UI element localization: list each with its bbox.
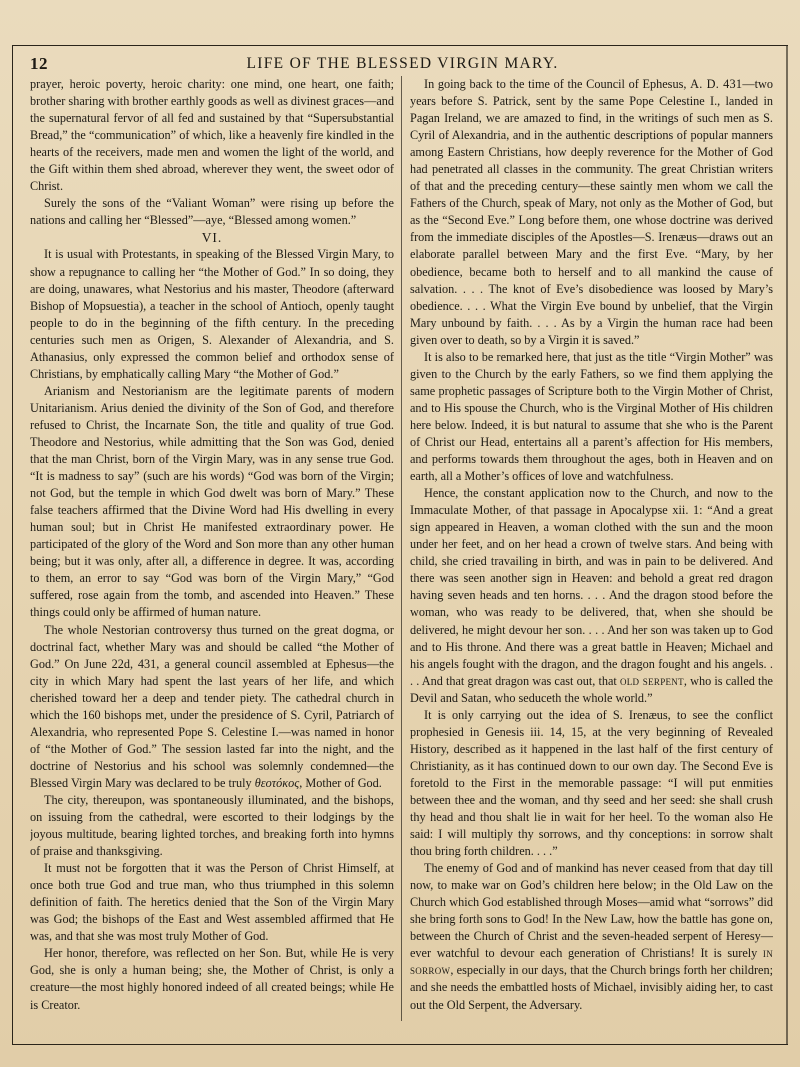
- running-title: LIFE OF THE BLESSED VIRGIN MARY.: [246, 55, 559, 72]
- small-caps-phrase: old serpent: [619, 673, 684, 688]
- paragraph: It must not be forgotten that it was the Person of Christ Himself, at once both true God and true man, who thus triumphed in this solemn definition of faith. The heretics denied that the Son of the Virgin Mary was God; the bishops of the East and West assembled affirmed that He was, and that she was most truly Mother of God.: [30, 861, 394, 944]
- paragraph-text: Hence, the constant application now to the Church, and now to the Immaculate Mother, of that passage in Apocalypse xii. 1: “And a great sign appeared in Heaven, a woman clothed with the sun and the moon under her feet, and on her head a crown of twelve stars. And being with child, she cried travailing in birth, and was in pain to be delivered. And there was seen another sign in Heaven: and behold a great red dragon having seven heads and ten horns. . . . And the dragon stood before the woman, who was ready to be delivered, that, when she should be delivered, he might devour her son. . . . And her son was taken up to God and to His throne. And there was a great battle in Heaven; Michael and his angels fought with the dragon, and the dragon fought and his angels. . . . And that great dragon was cast out, that: [410, 486, 773, 688]
- paragraph: prayer, heroic poverty, heroic charity: one mind, one heart, one faith; brother sharing with brother earthly goods as well as divinest graces—and the supernatural fervor of all fed and sustained by that “Supersubstantial Bread,” the “communication” of which, like a heavenly fire kindled in the hearts of the receivers, made men and women the light of the world, and the Gift within them shed abroad, wherever they went, the sweet odor of Christ.: [30, 77, 394, 194]
- page-number: 12: [30, 54, 48, 73]
- left-column: [30, 76, 394, 1026]
- paragraph: Arianism and Nestorianism are the legitimate parents of modern Unitarianism. Arius denied the divinity of the Son of God, and therefore refused to Christ, the Incarnate Son, the title and quality of true God. Theodore and Nestorius, while admitting that the Son was God, denied that the man Christ, born of the Virgin Mary, was in any sense true God. “It is madness to say” (such are his words) “God was born of the Virgin; not God, but the temple in which God dwelt was born of Mary.” These false teachers affirmed that the Divine Word had His dwelling in every human soul; but in Christ He manifested extraordinary power. He participated of the glory of the Word and Son more than any other human being; but it was only, after all, a difference in degree. It was, according to them, an error to say “God was born of the Virgin Mary,” “God suffered, rose again from the tomb, and ascended into Heaven.” These things could only be affirmed of human nature.: [30, 383, 394, 620]
- paragraph: [410, 485, 773, 707]
- paragraph-text: —two years before S. Patrick, sent by the same Pope Celestine I., landed in Pagan Ireland, we are amazed to find, in the writings of such men as S. Cyril of Alexandria, and in the authentic descriptions of popular manners among Eastern Christians, how deeply reverence for the Mother of God had penetrated all classes in the community. The great Christian writers of that and the preceding century—these saintly men whom we call the Fathers of the Church, speak of Mary, not only as the Mother of God, but as the “Second Eve.” Long before them, one whose doctrine was derived from the immediate disciples of the Apostles—S. Irenæus—draws out an elaborate parallel between Mary and the first Eve. “Mary, by her obedience, became both to herself and to all mankind the cause of salvation. . . . The knot of Eve’s disobedience was loosed by Mary’s obedience. . . . What the Virgin Eve bound by unbelief, that the Virgin Mary unbound by faith. . . . As by a Virgin the human race had been given over to death, so by a Virgin it is saved.”: [410, 77, 773, 347]
- paragraph: It is usual with Protestants, in speaking of the Blessed Virgin Mary, to show a repugnance to calling her “the Mother of God.” In so doing, they are doing, unawares, what Nestorius and his master, Theodore (afterward Bishop of Mopsuestia), a teacher in the school of Antioch, openly taught people to do in the beginning of the fifth century. In the preceding centuries such men as Origen, S. Alexander of Alexandria, and S. Athanasius, only expressed the common belief and orthodox sense of Christians, by emphatically calling Mary “the Mother of God.”: [30, 247, 394, 381]
- date-small-caps: A. D. 431: [690, 77, 743, 91]
- paragraph: The city, thereupon, was spontaneously illuminated, and the bishops, on issuing from the cathedral, were escorted to their lodgings by the joyous multitude, bearing lighted torches, and breaking forth into hymns of praise and thanksgiving.: [30, 792, 394, 859]
- paragraph: It is only carrying out the idea of S. Irenæus, to see the conflict prophesied in Genesis iii. 14, 15, at the very beginning of Revealed History, described as it happened in the last half of the first century of Christianity, as it has continued down to our own day. The Second Eve is foretold to the First in the memorable passage: “I will put enmities between thee and the woman, and thy seed and her seed: she shall crush thy head and thou shalt lie in wait for her heel. To the woman also He said: I will multiply thy sorrows, and thy conceptions: in sorrow shalt thou bring forth children. . . .”: [410, 707, 773, 859]
- paragraph: [410, 860, 773, 1013]
- paragraph: It is also to be remarked here, that just as the title “Virgin Mother” was given to the Church by the early Fathers, so we find them applying the same prophetic passages of Scripture both to the Virgin Mother of Christ, and to His spouse the Church, who is the Virginal Mother of His children here below. Indeed, it is but natural to assume that she who is the Parent of Christ our Head, entertains all a parent’s affection for His members, and performs towards them throughout the ages, both in Heaven and on earth, all a Mother’s offices of love and watchfulness.: [410, 349, 773, 484]
- paragraph-text: , Mother of God.: [299, 775, 382, 790]
- paragraph-text: The whole Nestorian controversy thus turned on the great dogma, or doctrinal fact, whether Mary was and should be called “the Mother of God.” On June 22d, 431, a general council assembled at Ephesus—the city in which Mary had spent the last years of her life, and which cherished toward her a deep and tender piety. The cathedral church in which the 160 bishops met, under the presidence of S. Cyril, Patriarch of Alexandria, who represented Pope S. Celestine I.—was named in honor of “the Mother of God.” The session lasted far into the night, and the doctrine of Nestorius and his school was solemnly condemned—the Blessed Virgin Mary was declared to be truly: [30, 622, 394, 790]
- page-frame-right-edge: [786, 45, 788, 1045]
- paragraph-text: In going back to the time of the Council of Ephesus,: [424, 77, 691, 91]
- paragraph: Her honor, therefore, was reflected on her Son. But, while He is very God, she is only a human being; she, the Mother of Christ, is only a creature—the most highly honored indeed of all created beings; while He is Creator.: [30, 946, 394, 1012]
- column-divider: [401, 76, 402, 1021]
- greek-term: θεοτόκος: [254, 775, 300, 790]
- paragraph: Surely the sons of the “Valiant Woman” were rising up before the nations and calling her “Blessed”—aye, “Blessed among women.”: [30, 196, 394, 228]
- section-heading: VI.: [201, 230, 223, 246]
- running-header: [20, 53, 785, 77]
- paragraph-text: The enemy of God and of mankind has never ceased from that day till now, to make war on God’s children here below; in the Old Law on the Church which God established through Moses—amid what “sorrows” did she bring forth sons to God! In the New Law, how the battle has gone on, between the Church of Christ and the seven-headed serpent of Heresy—ever watchful to devour each generation of Christians! It is surely: [410, 861, 773, 961]
- right-column: [410, 76, 773, 1026]
- paragraph: [30, 622, 394, 792]
- small-caps-phrase: in sorrow: [410, 946, 773, 978]
- paragraph-text: , who is called the Devil and Satan, who seduceth the whole world.”: [410, 673, 773, 705]
- paragraph-text: , especially in our days, that the Church brings forth her children; and she needs the embattled hosts of Michael, invisibly aiding her, to cast out the Old Serpent, the Adversary.: [410, 963, 773, 1012]
- paragraph: [410, 76, 773, 349]
